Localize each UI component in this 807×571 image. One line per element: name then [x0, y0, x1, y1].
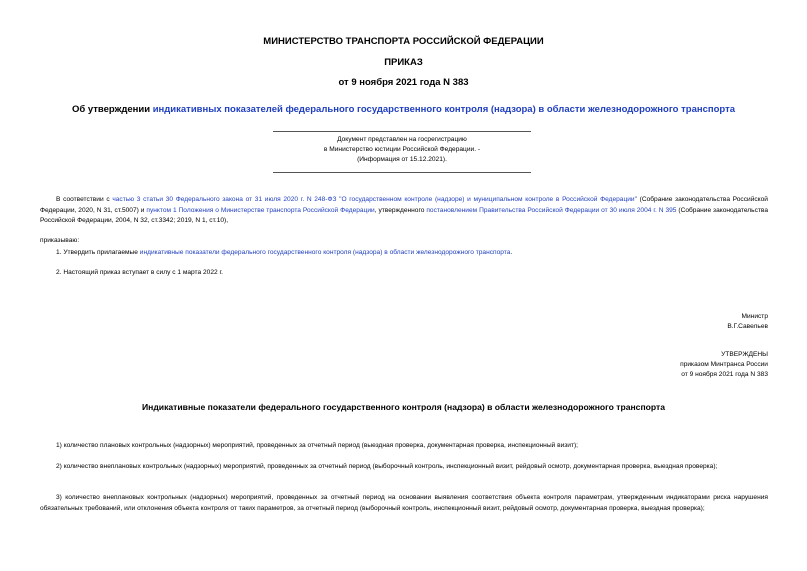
preamble-text: (Собрание законодательства Российской Федерации, 2004, N 32, ст.3342; 2019, N 1, ст.10), [40, 206, 769, 224]
annex-title: Индикативные показатели федерального государственного контроля (надзора) в области железнодорожного транспорта [141, 402, 666, 412]
order-item-text: . [510, 249, 513, 256]
approval-line: от 9 ноября 2021 года N 383 [681, 371, 768, 378]
document-title [0, 104, 807, 115]
registration-note-top-rule [273, 131, 531, 132]
orders-label: приказываю: [40, 237, 80, 244]
registration-note-line: (Информация от 15.12.2021). [357, 156, 447, 163]
document-type-heading: ПРИКАЗ [384, 57, 423, 68]
indicators-link[interactable]: индикативные показатели федерального государственного контроля (надзора) в области железнодорожного транспорта [139, 249, 511, 256]
registration-note-line: в Министерство юстиции Российской Федерации. - [323, 146, 481, 153]
indicator-item: 3) количество внеплановых контрольных (надзорных) мероприятий, проведенных за отчетный период на основании выявления соответствия объекта контроля параметрам, утвержденным индикаторами риска нарушения обязательных требований, или отклонения объекта контроля от таких параметров, за отчетный период (выборочный контроль, инспекционный визит, рейдовый осмотр, документарная проверка, выездная проверка); [40, 494, 768, 512]
ministry-regulation-link[interactable]: пунктом 1 Положения о Министерстве транспорта Российской Федерации [146, 206, 375, 214]
approval-line: УТВЕРЖДЕНЫ [721, 351, 768, 358]
order-item-1 [40, 248, 768, 259]
registration-note [273, 135, 531, 165]
signatory-position: Министр [741, 313, 768, 320]
preamble-paragraph [40, 195, 768, 227]
preamble-text: , утвержденного [374, 206, 427, 214]
federal-law-link[interactable]: частью 3 статьи 30 Федерального закона от 31 июля 2020 г. N 248-ФЗ "О государственном контроле (надзоре) и муниципальном контроле в Российской Федерации" [112, 196, 637, 203]
indicator-item: 2) количество внеплановых контрольных (надзорных) мероприятий, проведенных за отчетный период (выборочный контроль, инспекционный визит, рейдовый осмотр, документарная проверка, выездная проверка); [56, 463, 718, 470]
preamble-text: В соответствии с [56, 196, 113, 203]
signatory-name: В.Г.Савельев [727, 323, 768, 330]
signature-block [727, 312, 768, 332]
registration-note-line: Документ представлен на госрегистрацию [337, 136, 467, 143]
document-title-link[interactable]: индикативных показателей федерального государственного контроля (надзора) в области железнодорожного транспорта [152, 104, 736, 115]
ministry-heading: МИНИСТЕРСТВО ТРАНСПОРТА РОССИЙСКОЙ ФЕДЕРАЦИИ [263, 36, 544, 47]
approval-line: приказом Минтранса России [680, 361, 768, 368]
approval-block [680, 350, 768, 380]
preamble-text: (Собрание законодательства Российской Федерации, 2020, N 31, ст.5007) и [40, 196, 768, 214]
order-item-2: 2. Настоящий приказ вступает в силу с 1 марта 2022 г. [56, 269, 223, 276]
registration-note-bottom-rule [273, 172, 531, 173]
document-title-prefix: Об утверждении [71, 104, 153, 115]
indicator-item: 1) количество плановых контрольных (надзорных) мероприятий, проведенных за отчетный период (выездная проверка, документарная проверка, инспекционный визит); [56, 442, 579, 449]
document-date-number: от 9 ноября 2021 года N 383 [338, 77, 469, 88]
government-decree-link[interactable]: постановлением Правительства Российской Федерации от 30 июля 2004 г. N 395 [426, 206, 677, 214]
order-item-text: 1. Утвердить прилагаемые [56, 249, 140, 256]
